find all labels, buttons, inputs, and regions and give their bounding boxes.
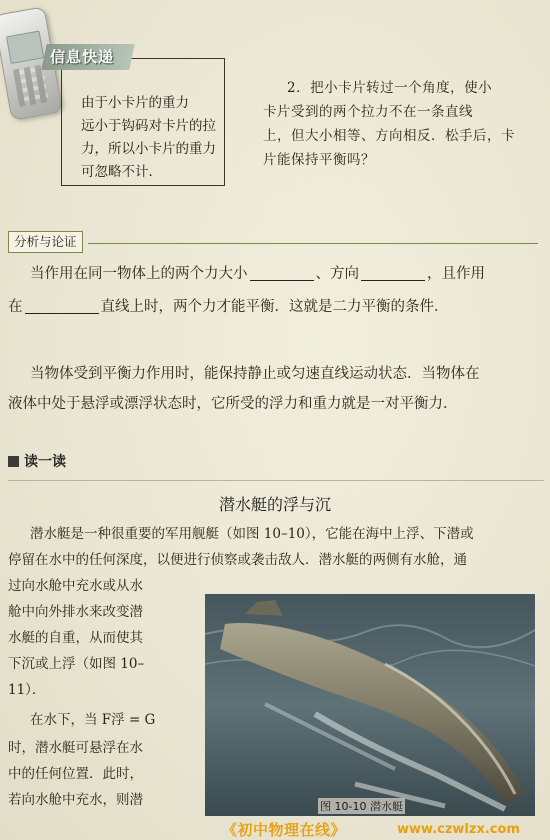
figure-caption: 图 10-10 潜水艇 <box>320 800 403 813</box>
fill-blank-size[interactable] <box>250 264 314 281</box>
article-side-line: 若向水舱中充水，则潜 <box>8 792 143 808</box>
question-line: 2．把小卡片转过一个角度，使小 <box>287 80 493 96</box>
article-line: 停留在水中的任何深度，以便进行侦察或袭击敌人．潜水艇的两侧有水舱，通 <box>8 552 467 568</box>
article-side-line: 舱中向外排水来改变潜 <box>8 604 143 620</box>
submarine-photo <box>205 594 535 816</box>
reading-divider <box>8 480 544 481</box>
square-bullet-icon <box>8 456 19 467</box>
info-tag-label: 信息快递 <box>50 48 115 66</box>
submarine-illustration <box>205 594 535 816</box>
reading-label: 读一读 <box>24 454 66 470</box>
analysis-line-1 <box>30 259 485 289</box>
analysis-text: 在 <box>8 299 23 315</box>
question-line: 上，但大小相等、方向相反．松手后，卡 <box>263 128 515 144</box>
analysis-text: 直线上时，两个力才能平衡．这就是二力平衡的条件． <box>100 299 449 315</box>
article-title: 潜水艇的浮与沉 <box>218 495 331 514</box>
article-side-line: 在水下，当 F浮 = G <box>30 712 156 728</box>
analysis-text: ，且作用 <box>427 266 485 282</box>
article-side-line: 中的任何位置．此时， <box>8 766 143 782</box>
question-line: 卡片受到的两个拉力不在一条直线 <box>263 104 473 120</box>
analysis-text: 、方向 <box>315 266 359 282</box>
question-2 <box>263 76 533 172</box>
phone-screen <box>6 31 44 64</box>
article-side-line: 11）． <box>8 682 46 698</box>
article-line: 潜水艇是一种很重要的军用舰艇（如图 10–10），它能在海中上浮、下潜或 <box>30 526 474 542</box>
info-line: 由于小卡片的重力 <box>81 95 189 111</box>
article-side-line: 水艇的自重，从而使其 <box>8 630 143 646</box>
question-line: 片能保持平衡吗？ <box>263 152 375 168</box>
info-line: 力，所以小卡片的重力 <box>81 141 216 157</box>
watermark-site-name: 《初中物理在线》 <box>222 821 347 839</box>
analysis-divider <box>88 243 538 244</box>
article-side-line: 时，潜水艇可悬浮在水 <box>8 740 143 756</box>
phone-keypad <box>13 65 49 108</box>
analysis-line-2 <box>8 292 449 322</box>
fill-blank-line[interactable] <box>25 297 99 314</box>
analysis-heading: 分析与论证 <box>8 231 83 253</box>
fill-blank-direction[interactable] <box>361 264 425 281</box>
watermark-url: www.czwlzx.com <box>397 822 520 837</box>
article-side-line: 过向水舱中充水或从水 <box>8 578 143 594</box>
balance-line-2: 液体中处于悬浮或漂浮状态时，它所受的浮力和重力就是一对平衡力． <box>8 396 458 412</box>
article-side-line: 下沉或上浮（如图 10– <box>8 656 145 672</box>
analysis-text: 当作用在同一物体上的两个力大小 <box>30 266 248 282</box>
info-line: 可忽略不计． <box>81 164 162 180</box>
info-text <box>81 92 217 184</box>
balance-line-1: 当物体受到平衡力作用时，能保持静止或匀速直线运动状态．当物体在 <box>30 366 480 382</box>
info-line: 远小于钩码对卡片的拉 <box>81 118 216 134</box>
